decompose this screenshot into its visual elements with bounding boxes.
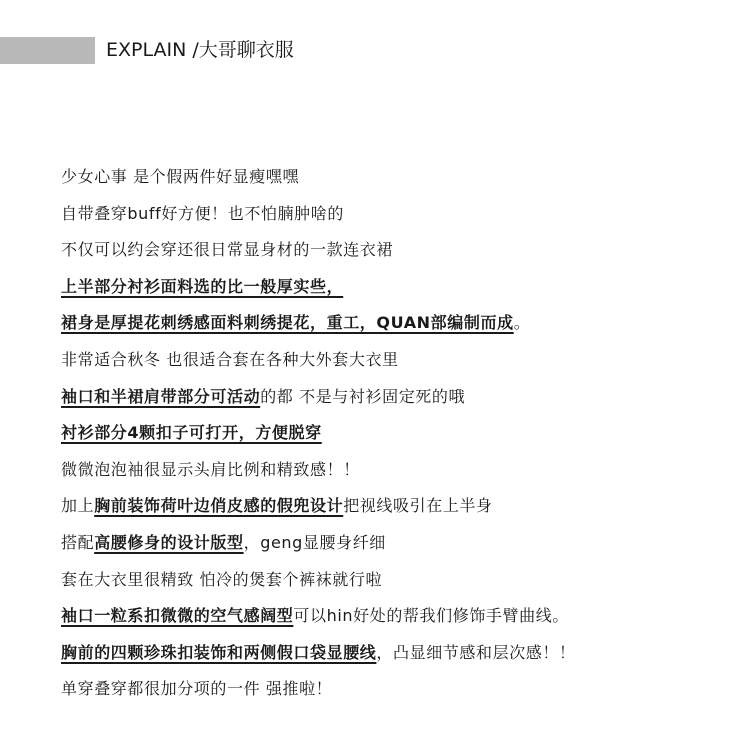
description-text [61,163,731,712]
text-line [61,639,731,676]
body-text: ，geng显腰身纤细 [243,532,386,552]
body-text: ，凸显细节感和层次感！！ [376,642,576,662]
body-text: 非常适合秋冬 也很适合套在各种大外套大衣里 [61,349,399,369]
body-text: 单穿叠穿都很加分项的一件 强推啦！ [61,679,333,699]
text-line [61,419,731,456]
body-text: 自带叠穿buff好方便！也不怕腩肿啥的 [61,203,344,223]
highlighted-text: 高腰修身的设计版型 [94,532,244,552]
text-line [61,200,731,237]
highlighted-text: 胸前的四颗珍珠扣装饰和两侧假口袋显腰线 [61,642,377,662]
text-line [61,456,731,493]
body-text: 搭配 [61,532,95,552]
header-accent-bar [0,37,95,64]
body-text: 少女心事 是个假两件好显瘦嘿嘿 [61,167,300,186]
text-line [61,529,731,566]
text-line [61,383,731,420]
text-line [61,346,731,383]
body-text: 不仅可以约会穿还很日常显身材的一款连衣裙 [61,240,394,260]
page-title: EXPLAIN /大哥聊衣服 [106,39,294,61]
highlighted-text: 裙身是厚提花刺绣感面料刺绣提花，重工，QUAN部编制而成 [61,313,514,333]
text-line [61,273,731,310]
body-text: 微微泡泡袖很显示头肩比例和精致感！！ [61,459,360,479]
highlighted-text: 上半部分衬衫面料选的比一般厚实些， [61,276,344,296]
highlighted-text: 衬衫部分4颗扣子可打开，方便脱穿 [61,423,322,443]
highlighted-text: 袖口和半裙肩带部分可活动 [61,386,261,406]
text-line [61,675,731,712]
text-line [61,602,731,639]
body-text: 可以hin好处的帮我们修饰手臂曲线。 [293,606,569,626]
body-text: 加上 [61,496,95,516]
text-line [61,492,731,529]
body-text: 的都 不是与衬衫固定死的哦 [260,386,466,406]
text-line [61,163,731,200]
body-text: 。 [513,313,531,333]
highlighted-text: 胸前装饰荷叶边俏皮感的假兜设计 [94,496,344,516]
body-text: 把视线吸引在上半身 [343,496,493,516]
text-line [61,566,731,603]
highlighted-text: 袖口一粒系扣微微的空气感阔型 [61,606,294,626]
text-line [61,309,731,346]
text-line [61,236,731,273]
body-text: 套在大衣里很精致 怕冷的煲套个裤袜就行啦 [61,569,383,589]
